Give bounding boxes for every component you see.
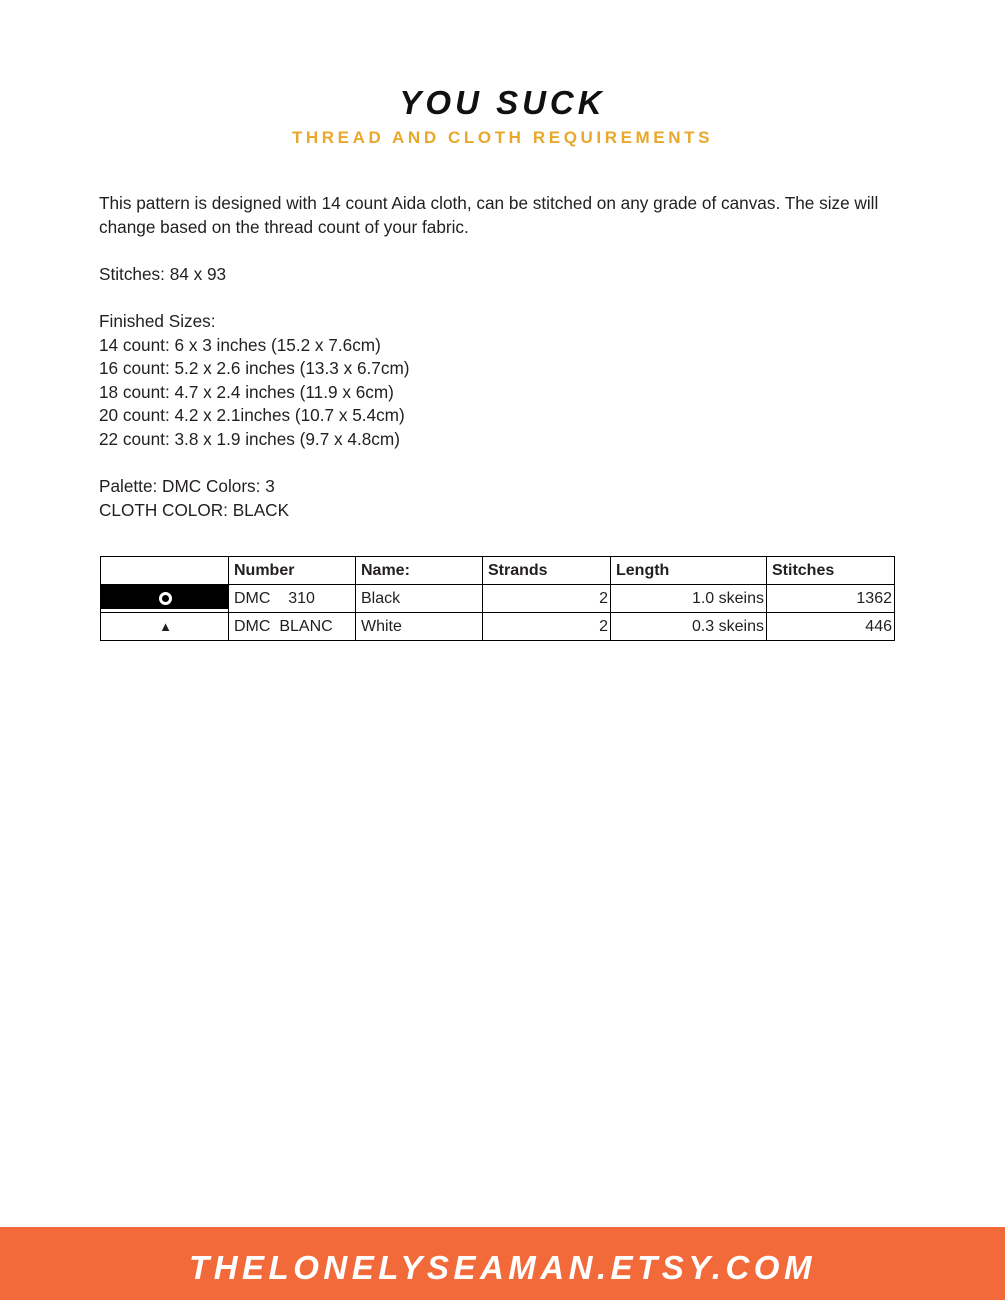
palette-text: Palette: DMC Colors: 3 (99, 476, 275, 497)
size-line: 20 count: 4.2 x 2.1inches (10.7 x 5.4cm) (99, 405, 405, 426)
size-line: 22 count: 3.8 x 1.9 inches (9.7 x 4.8cm) (99, 428, 400, 449)
name-cell: White (356, 613, 483, 641)
header-stitches: Stitches (767, 557, 895, 585)
thread-table (100, 556, 895, 641)
size-line: 18 count: 4.7 x 2.4 inches (11.9 x 6cm) (99, 381, 394, 402)
sizes-label: Finished Sizes: (99, 310, 216, 331)
pattern-info (99, 192, 909, 522)
table-row (101, 585, 895, 613)
header-symbol (101, 557, 229, 585)
header-number: Number (229, 557, 356, 585)
cloth-color-text: CLOTH COLOR: BLACK (99, 499, 290, 520)
length-cell: 1.0 skeins (611, 585, 767, 613)
header-name: Name: (356, 557, 483, 585)
length-cell: 0.3 skeins (611, 613, 767, 641)
symbol-cell (101, 613, 229, 641)
header-strands: Strands (483, 557, 611, 585)
size-line: 16 count: 5.2 x 2.6 inches (13.3 x 6.7cm) (99, 358, 410, 379)
page-subtitle: THREAD AND CLOTH REQUIREMENTS (291, 128, 714, 147)
stitches-text: Stitches: 84 x 93 (99, 263, 227, 284)
name-cell: Black (356, 585, 483, 613)
page-title: YOU SUCK (399, 84, 606, 121)
circle-icon (159, 592, 172, 605)
footer-url: THELONELYSEAMAN.ETSY.COM (189, 1249, 816, 1286)
table-row (101, 613, 895, 641)
strands-cell: 2 (483, 585, 611, 613)
stitches-cell: 1362 (767, 585, 895, 613)
stitches-cell: 446 (767, 613, 895, 641)
symbol-cell (101, 585, 229, 613)
number-cell: DMC 310 (229, 585, 356, 613)
number-cell: DMC BLANC (229, 613, 356, 641)
intro-text: This pattern is designed with 14 count Aida cloth, can be stitched on any grade of canvas. The size will change based on the thread count of your fabric. (99, 193, 879, 237)
table-header-row (101, 557, 895, 585)
strands-cell: 2 (483, 613, 611, 641)
footer-banner (0, 1227, 1005, 1300)
triangle-icon: ▲ (159, 618, 172, 634)
header-length: Length (611, 557, 767, 585)
size-line: 14 count: 6 x 3 inches (15.2 x 7.6cm) (99, 334, 381, 355)
